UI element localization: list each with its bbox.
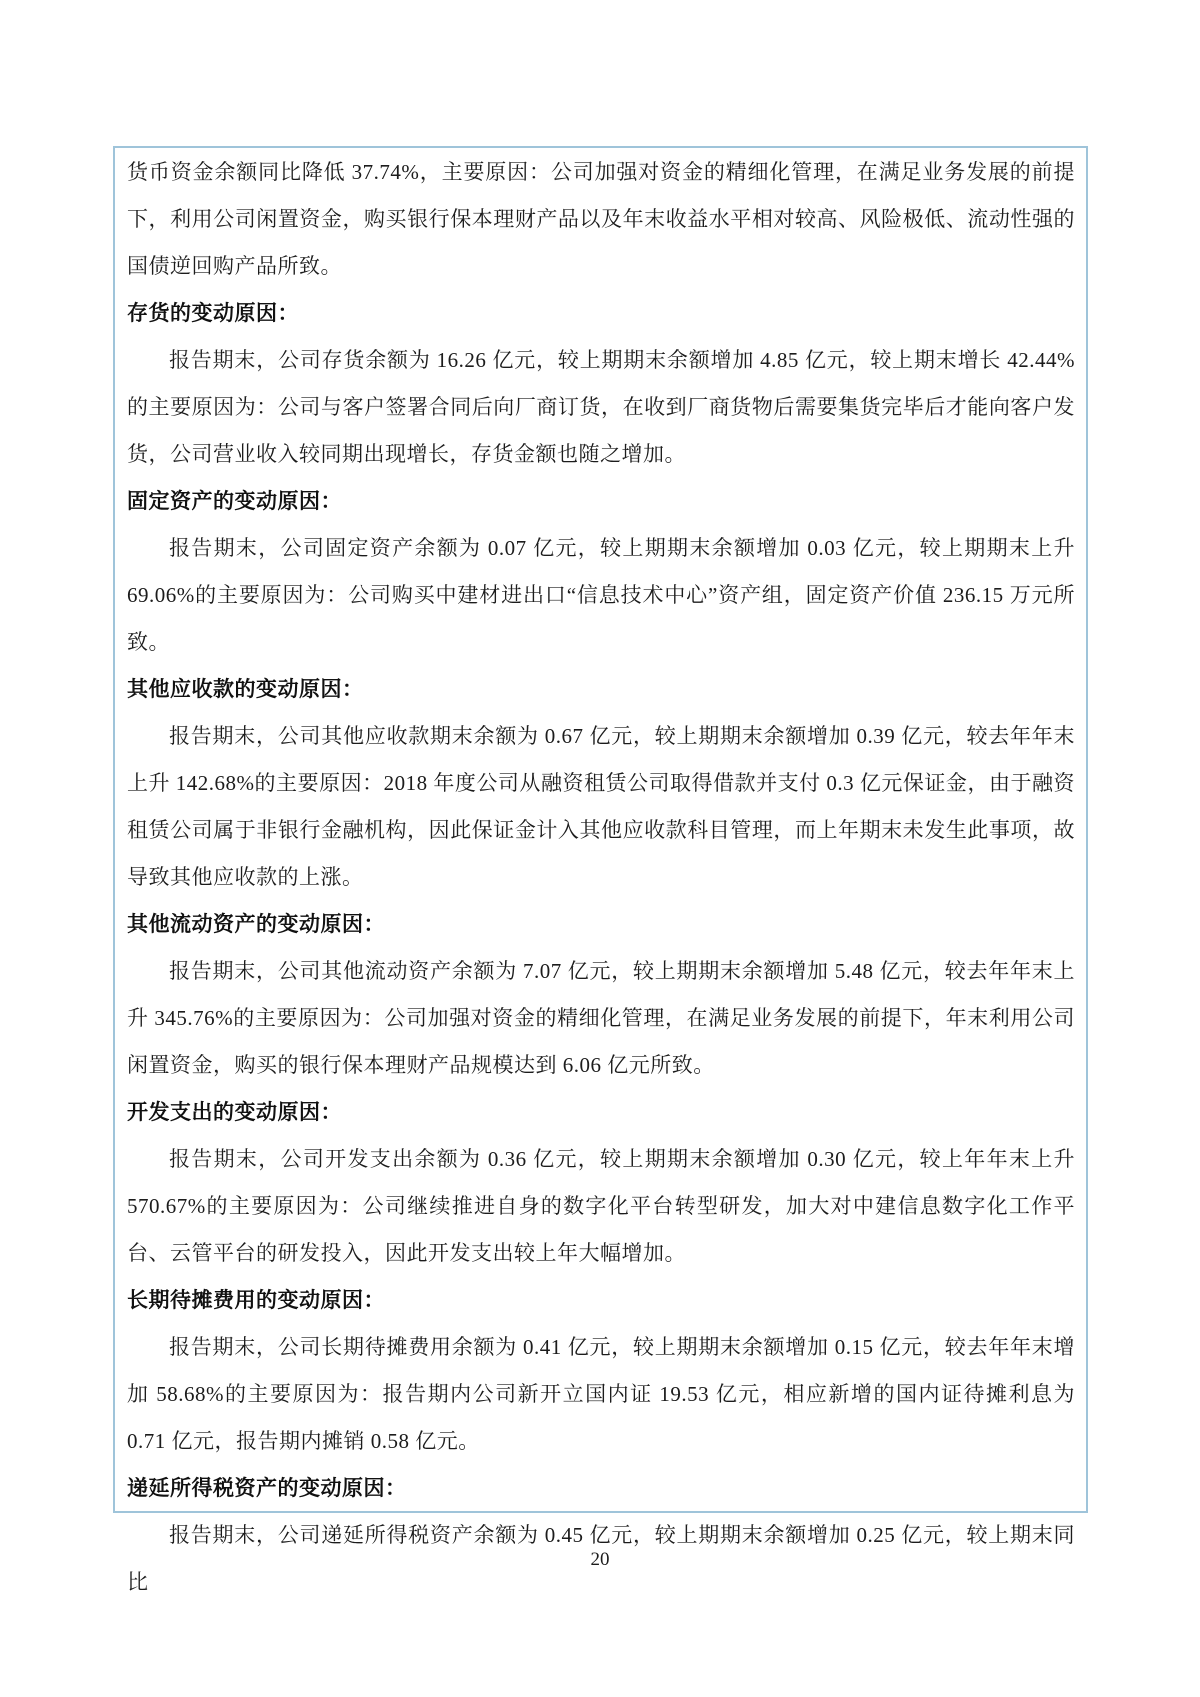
- section-heading: 其他流动资产的变动原因：: [127, 913, 385, 936]
- paragraph: 报告期末，公司其他应收款期末余额为 0.67 亿元，较上期期末余额增加 0.39 亿元，较去年年末上升 142.68%的主要原因：2018 年度公司从融资租赁公司取得借款并支付 0.3 亿元保证金，由于融资租赁公司属于非银行金融机构，因此保证金计入其他应收款科目管理，而上年期末未发生此事项，故导致其他应收款的上涨。: [127, 724, 1075, 889]
- section-heading: 固定资产的变动原因：: [127, 490, 342, 513]
- section-heading: 递延所得税资产的变动原因：: [127, 1477, 407, 1500]
- paragraph: 报告期末，公司长期待摊费用余额为 0.41 亿元，较上期期末余额增加 0.15 亿元，较去年年末增加 58.68%的主要原因为：报告期内公司新开立国内证 19.53 亿元，相应新增的国内证待摊利息为 0.71 亿元，报告期内摊销 0.58 亿元。: [127, 1335, 1075, 1453]
- paragraph: 报告期末，公司递延所得税资产余额为 0.45 亿元，较上期期末余额增加 0.25 亿元，较上期末同比: [127, 1523, 1075, 1594]
- paragraph: 报告期末，公司存货余额为 16.26 亿元，较上期期末余额增加 4.85 亿元，较上期末增长 42.44%的主要原因为：公司与客户签署合同后向厂商订货，在收到厂商货物后需要集货完毕后才能向客户发货，公司营业收入较同期出现增长，存货金额也随之增加。: [127, 348, 1075, 466]
- section-heading: 开发支出的变动原因：: [127, 1101, 342, 1124]
- page-number: 20: [590, 1549, 610, 1570]
- paragraph: 报告期末，公司开发支出余额为 0.36 亿元，较上期期末余额增加 0.30 亿元，较上年年末上升 570.67%的主要原因为：公司继续推进自身的数字化平台转型研发，加大对中建信息数字化工作平台、云管平台的研发投入，因此开发支出较上年大幅增加。: [127, 1147, 1075, 1265]
- paragraph: 报告期末，公司固定资产余额为 0.07 亿元，较上期期末余额增加 0.03 亿元，较上期期末上升 69.06%的主要原因为：公司购买中建材进出口“信息技术中心”资产组，固定资产价值 236.15 万元所致。: [127, 536, 1075, 654]
- page-text-frame: [113, 146, 1088, 1594]
- section-heading: 存货的变动原因：: [127, 302, 299, 325]
- section-heading: 其他应收款的变动原因：: [127, 678, 364, 701]
- section-heading: 长期待摊费用的变动原因：: [127, 1289, 385, 1312]
- paragraph-continuation: 货币资金余额同比降低 37.74%，主要原因：公司加强对资金的精细化管理，在满足业务发展的前提下，利用公司闲置资金，购买银行保本理财产品以及年末收益水平相对较高、风险极低、流动性强的国债逆回购产品所致。: [127, 160, 1075, 278]
- paragraph: 报告期末，公司其他流动资产余额为 7.07 亿元，较上期期末余额增加 5.48 亿元，较去年年末上升 345.76%的主要原因为：公司加强对资金的精细化管理，在满足业务发展的前提下，年末利用公司闲置资金，购买的银行保本理财产品规模达到 6.06 亿元所致。: [127, 959, 1075, 1077]
